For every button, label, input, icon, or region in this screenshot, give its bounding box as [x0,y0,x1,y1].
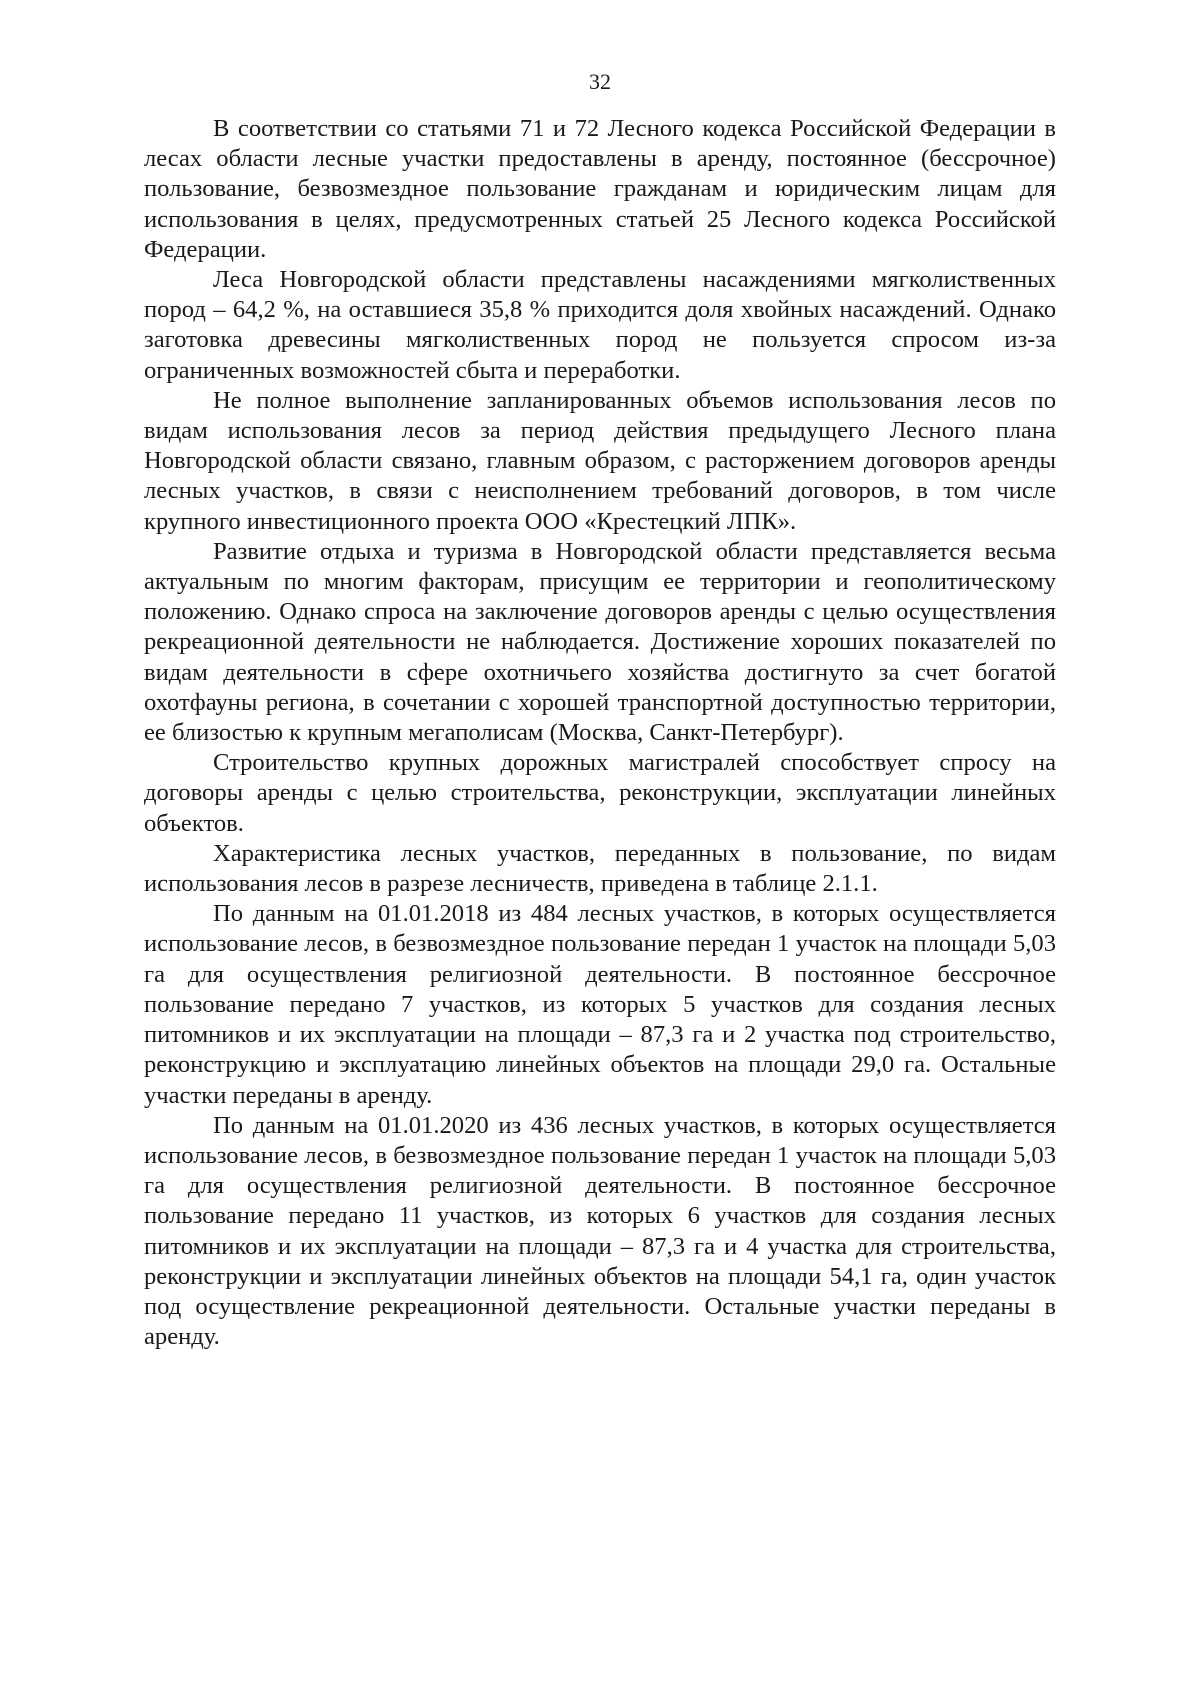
document-body [144,114,1056,1352]
paragraph-road-construction: Строительство крупных дорожных магистралей способствует спросу на договоры аренды с целью строительства, реконструкции, эксплуатации линейных объектов. [144,749,1056,837]
paragraph-data-2020: По данным на 01.01.2020 из 436 лесных участков, в которых осуществляется использование лесов, в безвозмездное пользование передан 1 участок на площади 5,03 га для осуществления религиозной деятельности. В постоянное бессрочное пользование передано 11 участков, из которых 6 участков для создания лесных питомников и их эксплуатации на площади – 87,3 га и 4 участка для строительства, реконструкции и эксплуатации линейных объектов на площади 54,1 га, один участок под осуществление рекреационной деятельности. Остальные участки переданы в аренду. [144,1111,1056,1351]
paragraph-recreation-tourism: Развитие отдыха и туризма в Новгородской области представляется весьма актуальным по многим факторам, присущим ее территории и геополитическому положению. Однако спроса на заключение договоров аренды с целью осуществления рекреационной деятельности не наблюдается. Достижение хороших показателей по видам деятельности в сфере охотничьего хозяйства достигнуто за счет богатой охотфауны региона, в сочетании с хорошей транспортной доступностью территории, ее близостью к крупным мегаполисам (Москва, Санкт-Петербург). [144,537,1056,747]
paragraph-forest-code-articles: В соответствии со статьями 71 и 72 Лесного кодекса Российской Федерации в лесах области лесные участки предоставлены в аренду, постоянное (бессрочное) пользование, безвозмездное пользование гражданам и юридическим лицам для использования в целях, предусмотренных статьей 25 Лесного кодекса Российской Федерации. [144,115,1056,263]
paragraph-incomplete-use: Не полное выполнение запланированных объемов использования лесов по видам использования лесов за период действия предыдущего Лесного плана Новгородской области связано, главным образом, с расторжением договоров аренды лесных участков, в связи с неисполнением требований договоров, в том числе крупного инвестиционного проекта ООО «Крестецкий ЛПК». [144,386,1056,535]
paragraph-data-2018: По данным на 01.01.2018 из 484 лесных участков, в которых осуществляется использование лесов, в безвозмездное пользование передан 1 участок на площади 5,03 га для осуществления религиозной деятельности. В постоянное бессрочное пользование передано 7 участков, из которых 5 участков для создания лесных питомников и их эксплуатации на площади – 87,3 га и 2 участка под строительство, реконструкцию и эксплуатацию линейных объектов на площади 29,0 га. Остальные участки переданы в аренду. [144,900,1056,1109]
paragraph-table-reference: Характеристика лесных участков, переданных в пользование, по видам использования лесов в разрезе лесничеств, приведена в таблице 2.1.1. [144,839,1056,898]
page-number: 32 [589,69,611,94]
paragraph-forest-composition: Леса Новгородской области представлены насаждениями мягколиственных пород – 64,2 %, на оставшиеся 35,8 % приходится доля хвойных насаждений. Однако заготовка древесины мягколиственных пород не пользуется спросом из-за ограниченных возможностей сбыта и переработки. [144,266,1056,384]
